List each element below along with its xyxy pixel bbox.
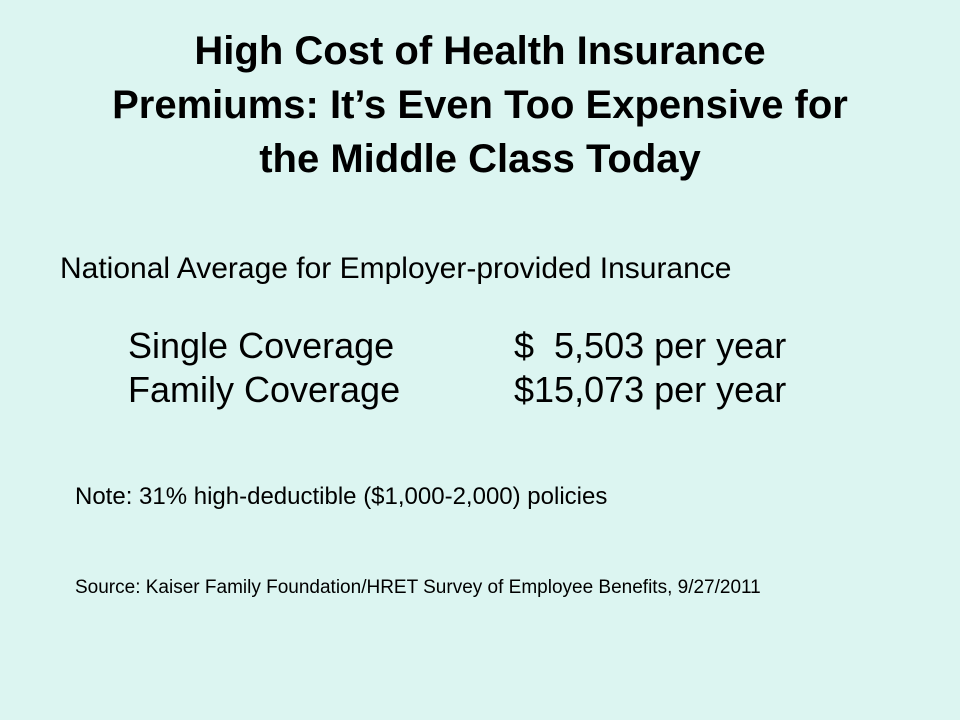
coverage-amount: $ 5,503 per year: [514, 325, 787, 366]
note-text: Note: 31% high-deductible ($1,000-2,000) policies: [75, 483, 608, 510]
coverage-label: Family Coverage: [128, 369, 401, 410]
title-line-2: Premiums: It’s Even Too Expensive for: [112, 83, 848, 127]
coverage-table: [128, 324, 786, 412]
coverage-label: Single Coverage: [128, 325, 395, 366]
slide-title: [20, 24, 940, 186]
coverage-row-family: [128, 368, 786, 412]
coverage-amount: $15,073 per year: [514, 369, 787, 410]
subtitle: National Average for Employer-provided Insurance: [60, 252, 732, 285]
coverage-row-single: [128, 324, 786, 368]
title-line-3: the Middle Class Today: [259, 137, 701, 181]
title-line-1: High Cost of Health Insurance: [194, 29, 766, 73]
source-citation: Source: Kaiser Family Foundation/HRET Survey of Employee Benefits, 9/27/2011: [75, 577, 761, 598]
